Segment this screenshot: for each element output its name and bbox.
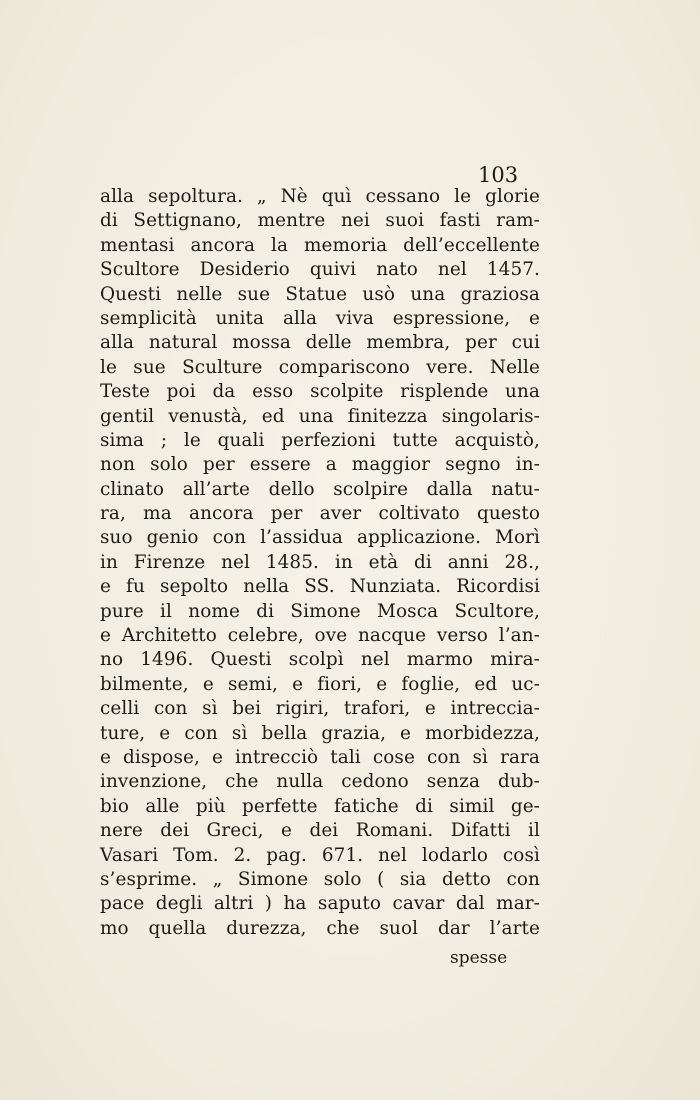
text-line: suo genio con l’assidua applicazione. Morì xyxy=(100,527,540,549)
text-line: semplicità unita alla viva espressione, e xyxy=(100,307,540,329)
text-line: in Firenze nel 1485. in età di anni 28., xyxy=(100,551,540,573)
text-line: non solo per essere a maggior segno in- xyxy=(100,454,540,476)
catchword: spesse xyxy=(450,948,508,968)
text-line: invenzione, che nulla cedono senza dub- xyxy=(100,771,540,793)
text-line: sima ; le quali perfezioni tutte acquistò, xyxy=(100,429,540,451)
text-line: di Settignano, mentre nei suoi fasti ram- xyxy=(100,210,540,232)
text-line: mo quella durezza, che suol dar l’arte xyxy=(100,917,540,939)
text-line: Teste poi da esso scolpite risplende una xyxy=(100,381,540,403)
text-line: le sue Sculture compariscono vere. Nelle xyxy=(100,356,540,378)
text-line: e fu sepolto nella SS. Nunziata. Ricordisi xyxy=(100,576,540,598)
text-line: alla natural mossa delle membra, per cui xyxy=(100,332,540,354)
text-line: alla sepoltura. „ Nè quì cessano le glorie xyxy=(100,186,540,207)
text-line: pure il nome di Simone Mosca Scultore, xyxy=(100,600,540,622)
text-line: celli con sì bei rigiri, trafori, e intreccia- xyxy=(100,698,540,720)
text-line: s’esprime. „ Simone solo ( sia detto con xyxy=(100,868,540,890)
text-line: bilmente, e semi, e fiori, e foglie, ed uc- xyxy=(100,673,540,695)
text-line: clinato all’arte dello scolpire dalla natu- xyxy=(100,478,540,500)
text-line: Scultore Desiderio quivi nato nel 1457. xyxy=(100,259,540,281)
text-line: no 1496. Questi scolpì nel marmo mira- xyxy=(100,649,540,671)
text-line: e dispose, e intrecciò tali cose con sì rara xyxy=(100,746,540,768)
text-line: nere dei Greci, e dei Romani. Difatti il xyxy=(100,820,540,842)
text-line: Vasari Tom. 2. pag. 671. nel lodarlo così xyxy=(100,844,540,866)
page-number: 103 xyxy=(478,163,519,187)
text-line: gentil venustà, ed una finitezza singolaris- xyxy=(100,405,540,427)
text-line: ra, ma ancora per aver coltivato questo xyxy=(100,503,540,525)
text-line: bio alle più perfette fatiche di simil ge- xyxy=(100,795,540,817)
text-line: mentasi ancora la memoria dell’eccellente xyxy=(100,234,540,256)
text-line: pace degli altri ) ha saputo cavar dal mar- xyxy=(100,893,540,915)
body-text xyxy=(100,185,540,941)
text-line: ture, e con sì bella grazia, e morbidezza, xyxy=(100,722,540,744)
text-line: e Architetto celebre, ove nacque verso l’an- xyxy=(100,625,540,647)
text-line: Questi nelle sue Statue usò una graziosa xyxy=(100,283,540,305)
